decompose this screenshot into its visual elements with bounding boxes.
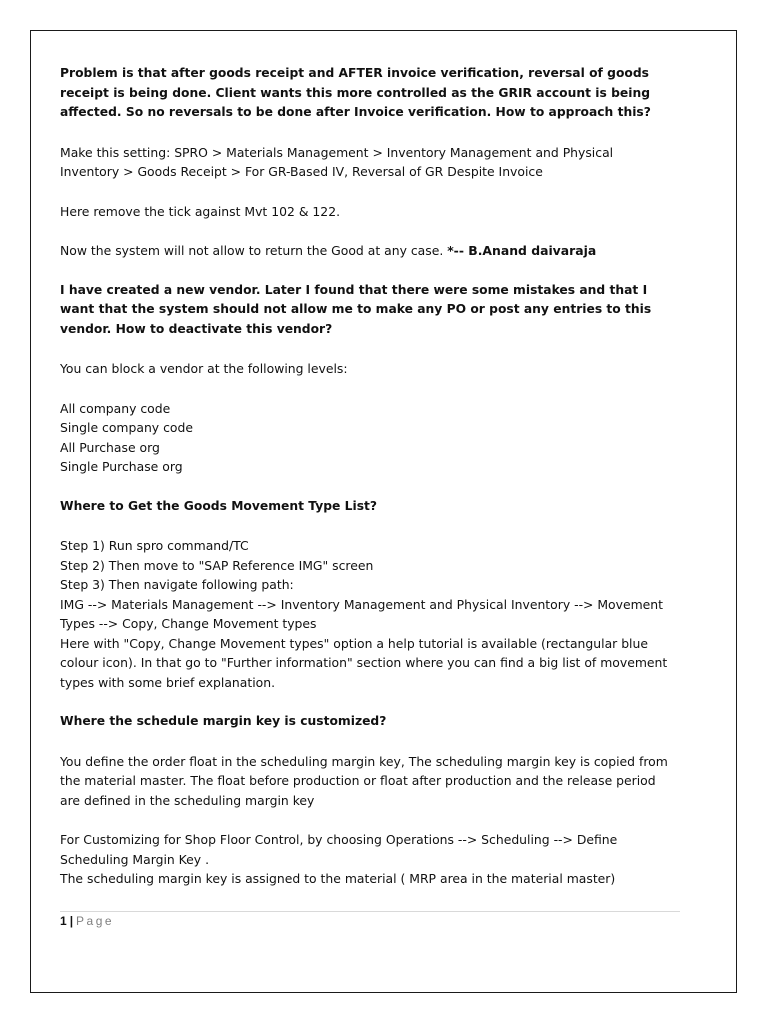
- document-body: [60, 64, 672, 889]
- question-deactivate-vendor: I have created a new vendor. Later I found that there were some mistakes and that I want that the system should not allow me to make any PO or post any entries to this vendor. How to deactivate this vendor?: [60, 282, 652, 336]
- page-label: Page: [76, 914, 115, 928]
- list-item: All company code: [60, 400, 171, 416]
- footer-divider: [60, 911, 680, 912]
- answer-order-float: You define the order float in the scheduling margin key, The scheduling margin key is copied from the material master. The float before production or float after production and the release period are defined in the scheduling margin key: [60, 753, 668, 808]
- img-navigation-path: IMG --> Materials Management --> Inventory Management and Physical Inventory --> Movement Types --> Copy, Change Movement types: [60, 596, 663, 631]
- answer-spro-setting: Make this setting: SPRO > Materials Management > Inventory Management and Physical Inventory > Goods Receipt > For GR-Based IV, Reversal of GR Despite Invoice: [60, 144, 614, 179]
- answer-block-intro: You can block a vendor at the following levels:: [60, 361, 348, 376]
- answer-remove-tick: Here remove the tick against Mvt 102 & 122.: [60, 203, 341, 219]
- answer-system-result: [60, 241, 672, 261]
- step-item: Step 2) Then move to "SAP Reference IMG" screen: [60, 557, 374, 573]
- list-item: Single company code: [60, 420, 193, 435]
- footer-separator: |: [69, 914, 74, 928]
- question-schedule-margin-key: Where the schedule margin key is customized?: [60, 714, 387, 728]
- page-number: 1: [60, 914, 67, 928]
- list-item: All Purchase org: [60, 439, 160, 455]
- answer-customizing-path: For Customizing for Shop Floor Control, by choosing Operations --> Scheduling --> Define Scheduling Margin Key .: [60, 832, 618, 867]
- author-signature: *-- B.Anand daivaraja: [447, 243, 597, 258]
- answer-result-text: Now the system will not allow to return the Good at any case.: [60, 243, 448, 258]
- question-grir-reversal: Problem is that after goods receipt and AFTER invoice verification, reversal of goods receipt is being done. Client wants this more controlled as the GRIR account is being affected. So no reversals to be done after Invoice verification. How to approach this?: [60, 66, 651, 119]
- question-movement-type-list: Where to Get the Goods Movement Type List?: [60, 498, 378, 513]
- step-item: Step 1) Run spro command/TC: [60, 538, 249, 553]
- answer-key-assignment: The scheduling margin key is assigned to the material ( MRP area in the material master): [60, 871, 616, 886]
- help-tutorial-note: Here with "Copy, Change Movement types" option a help tutorial is available (rectangular blue colour icon). In that go to "Further information" section where you can find a big list of movement types with some brief explanation.: [60, 635, 668, 690]
- step-item: Step 3) Then navigate following path:: [60, 577, 294, 592]
- page-footer: [60, 913, 114, 929]
- list-item: Single Purchase org: [60, 459, 183, 474]
